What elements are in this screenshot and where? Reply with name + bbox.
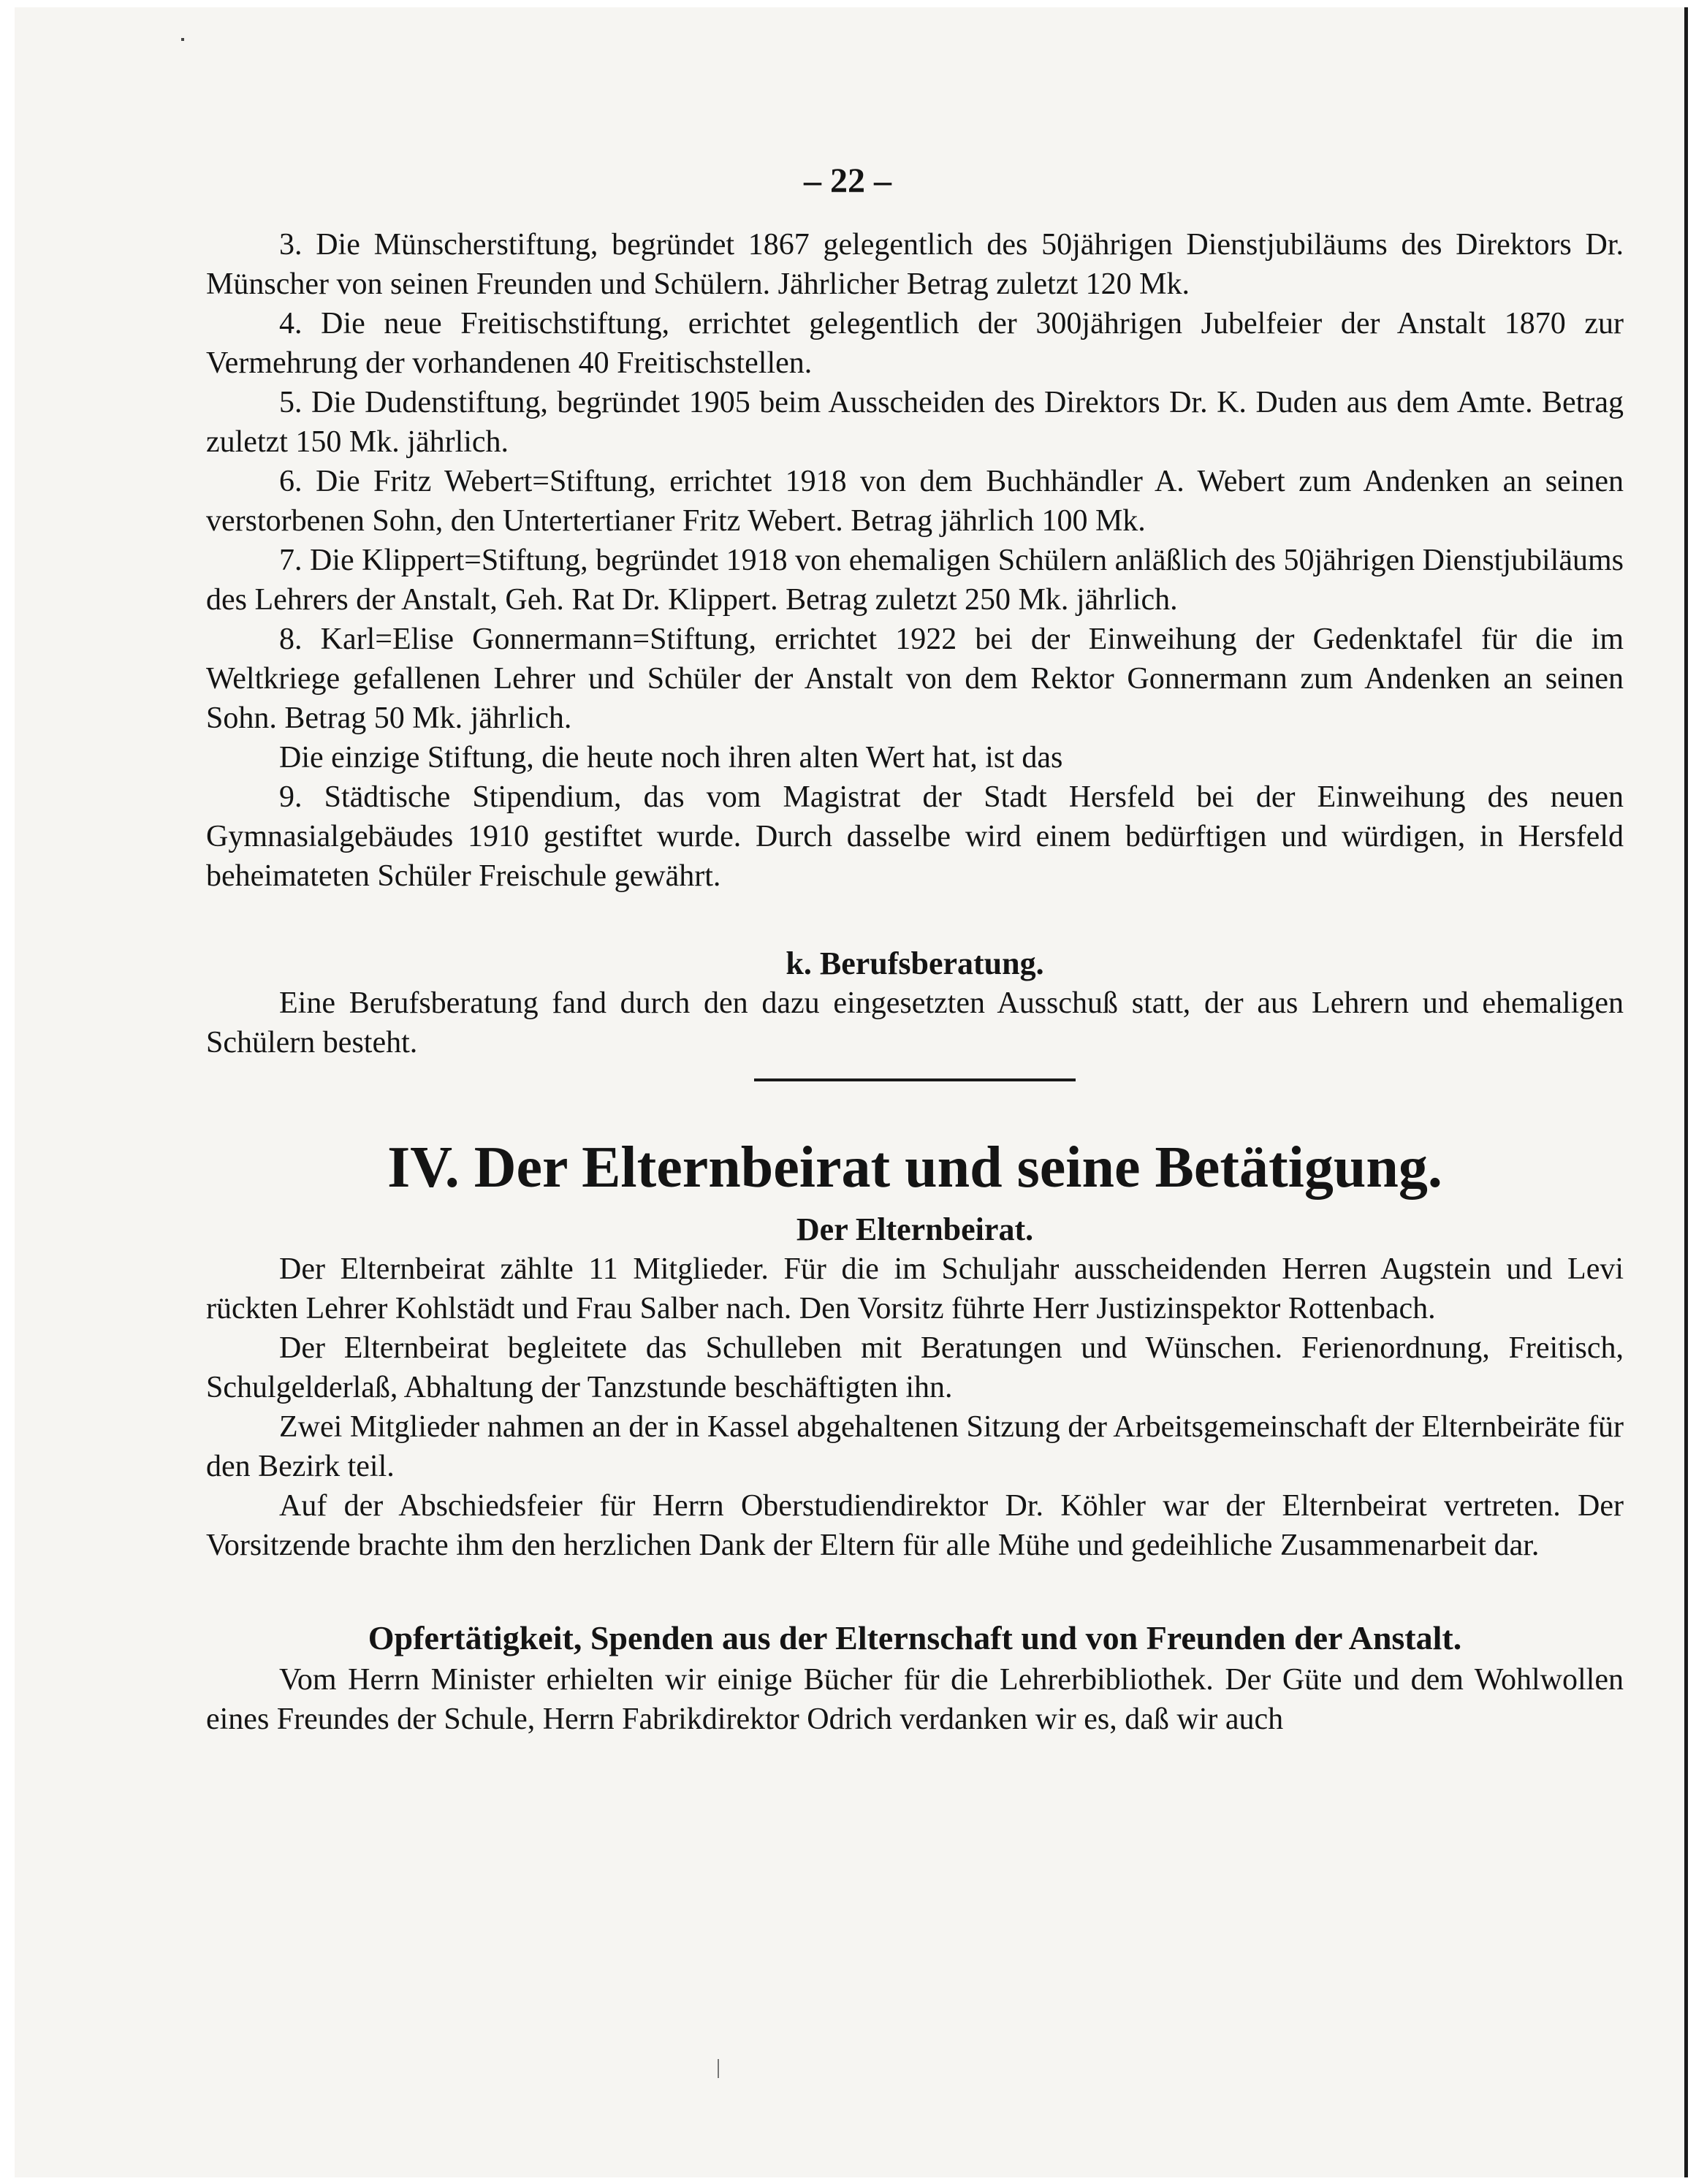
foundation-item-8: 8. Karl=Elise Gonnermann=Stiftung, errichtet 1922 bei der Einweihung der Gedenktafel für die im Weltkriege gefallenen Lehrer und Schüler der Anstalt von dem Rektor Gonnermann zum Andenken an seinen Sohn. Betrag 50 Mk. jährlich.	[206, 623, 1624, 735]
donations-text: Vom Herrn Minister erhielten wir einige Bücher für die Lehrerbibliothek. Der Güte und dem Wohlwollen eines Freundes der Schule, Herrn Fabrikdirektor Odrich verdanken wir es, daß wir auch	[206, 1663, 1624, 1736]
scan-speck	[181, 38, 184, 41]
chapter-title: IV. Der Elternbeirat und seine Betätigung.	[387, 1135, 1442, 1200]
berufsberatung-text: Eine Berufsberatung fand durch den dazu eingesetzten Ausschuß statt, der aus Lehrern und ehemaligen Schülern besteht.	[206, 986, 1624, 1059]
elternbeirat-paragraph-4: Auf der Abschiedsfeier für Herrn Oberstudiendirektor Dr. Köhler war der Elternbeirat vertreten. Der Vorsitzende brachte ihm den herzlichen Dank der Eltern für alle Mühe und gedeihliche Zusammenarbeit dar.	[206, 1489, 1624, 1562]
scan-mark	[718, 2059, 719, 2078]
section-divider	[754, 1078, 1076, 1081]
page-body	[206, 225, 1624, 1739]
elternbeirat-paragraph-2: Der Elternbeirat begleitete das Schulleben mit Beratungen und Wünschen. Ferienordnung, Freitisch, Schulgelderlaß, Abhaltung der Tanzstunde beschäftigten ihn.	[206, 1331, 1624, 1404]
foundation-item-9: 9. Städtische Stipendium, das vom Magistrat der Stadt Hersfeld bei der Einweihung des neuen Gymnasialgebäudes 1910 gestiftet wurde. Durch dasselbe wird einem bedürftigen und würdigen, in Hersfeld beheimateten Schüler Freischule gewährt.	[206, 780, 1624, 893]
scanned-page	[15, 7, 1688, 2177]
foundation-item-3: 3. Die Münscherstiftung, begründet 1867 gelegentlich des 50jährigen Dienstjubiläums des Direktors Dr. Münscher von seinen Freunden und Schülern. Jährlicher Betrag zuletzt 120 Mk.	[206, 228, 1624, 301]
foundation-item-7: 7. Die Klippert=Stiftung, begründet 1918 von ehemaligen Schülern anläßlich des 50jährigen Dienstjubiläums des Lehrers der Anstalt, Geh. Rat Dr. Klippert. Betrag zuletzt 250 Mk. jährlich.	[206, 544, 1624, 617]
elternbeirat-heading: Der Elternbeirat.	[796, 1211, 1034, 1247]
foundation-intro: Die einzige Stiftung, die heute noch ihren alten Wert hat, ist das	[279, 741, 1063, 775]
foundation-item-5: 5. Die Dudenstiftung, begründet 1905 beim Ausscheiden des Direktors Dr. K. Duden aus dem Amte. Betrag zuletzt 150 Mk. jährlich.	[206, 386, 1624, 459]
spacer	[206, 896, 1624, 944]
page-number: – 22 –	[804, 161, 891, 200]
foundation-item-4: 4. Die neue Freitischstiftung, errichtet gelegentlich der 300jährigen Jubelfeier der Anstalt 1870 zur Vermehrung der vorhandenen 40 Freitischstellen.	[206, 307, 1624, 380]
berufsberatung-heading: k. Berufsberatung.	[786, 945, 1044, 981]
donations-heading: Opfertätigkeit, Spenden aus der Elternschaft und von Freunden der Anstalt.	[368, 1619, 1462, 1656]
foundation-item-6: 6. Die Fritz Webert=Stiftung, errichtet 1918 von dem Buchhändler A. Webert zum Andenken an seinen verstorbenen Sohn, den Untertertianer Fritz Webert. Betrag jährlich 100 Mk.	[206, 465, 1624, 538]
spacer	[206, 1565, 1624, 1616]
elternbeirat-paragraph-1: Der Elternbeirat zählte 11 Mitglieder. Für die im Schuljahr ausscheidenden Herren Augstein und Levi rückten Lehrer Kohlstädt und Frau Salber nach. Den Vorsitz führte Herr Justizinspektor Rottenbach.	[206, 1252, 1624, 1325]
elternbeirat-paragraph-3: Zwei Mitglieder nahmen an der in Kassel abgehaltenen Sitzung der Arbeitsgemeinschaft der Elternbeiräte für den Bezirk teil.	[206, 1410, 1624, 1483]
